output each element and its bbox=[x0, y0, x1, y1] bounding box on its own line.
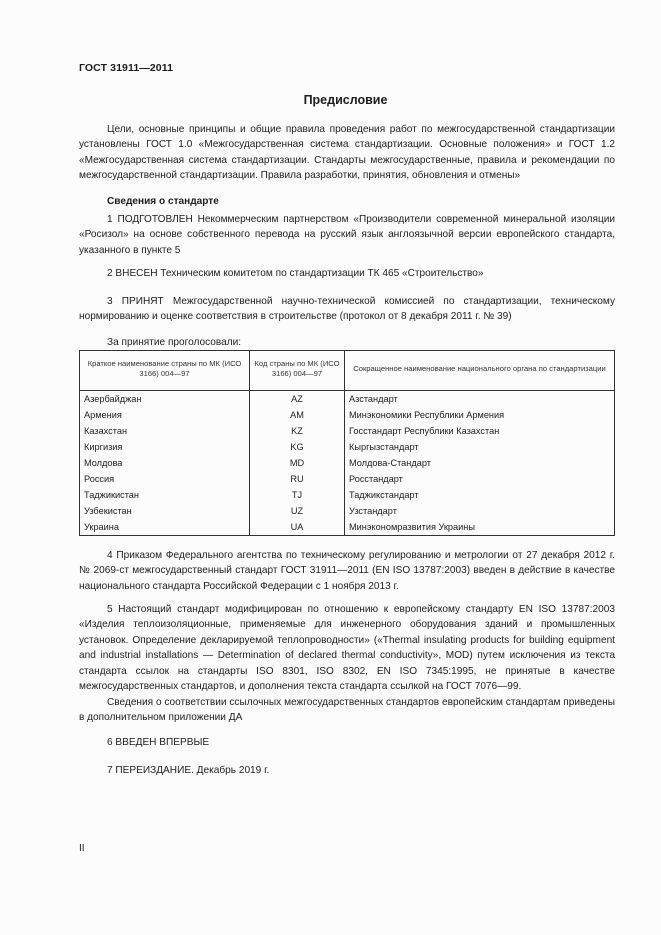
table-row bbox=[80, 423, 615, 439]
table-cell-code: UA bbox=[250, 519, 345, 536]
table-cell-country: Азербайджан bbox=[80, 391, 250, 408]
table-row bbox=[80, 439, 615, 455]
table-cell-body: Кыргызстандарт bbox=[345, 439, 615, 455]
page-number: II bbox=[79, 843, 85, 854]
table-header-body: Сокращенное наименование национального органа по стандартизации bbox=[345, 351, 615, 391]
table-cell-code: KG bbox=[250, 439, 345, 455]
item-3-paragraph bbox=[79, 294, 615, 325]
voting-table bbox=[79, 350, 615, 536]
table-cell-code: AZ bbox=[250, 391, 345, 408]
document-header: ГОСТ 31911—2011 bbox=[79, 62, 174, 74]
table-cell-country: Армения bbox=[80, 407, 250, 423]
table-cell-country: Узбекистан bbox=[80, 503, 250, 519]
page-title: Предисловие bbox=[303, 93, 388, 107]
table-cell-country: Киргизия bbox=[80, 439, 250, 455]
table-cell-country: Украина bbox=[80, 519, 250, 536]
table-row bbox=[80, 391, 615, 408]
vote-label: За принятие проголосовали: bbox=[107, 337, 242, 348]
table-cell-body: Таджикстандарт bbox=[345, 487, 615, 503]
item-4-text: 4 Приказом Федерального агентства по техническому регулированию и метрологии от 27 декабря 2012 г. № 2069-ст межгосударственный стандарт ГОСТ 31911—2011 (EN ISO 13787:2003) введен в действие в качестве национального стандарта Российской Федерации с 1 ноября 2013 г. bbox=[79, 550, 615, 592]
item-5-paragraph bbox=[79, 602, 615, 694]
table-cell-country: Россия bbox=[80, 471, 250, 487]
item-7-paragraph bbox=[79, 763, 615, 778]
item-5b-text: Сведения о соответствии ссылочных межгосударственных стандартов европейским стандартам приведены в дополнительном приложении ДА bbox=[79, 697, 615, 724]
item-3-text: 3 ПРИНЯТ Межгосударственной научно-технической комиссией по стандартизации, техническому нормированию и оценке соответствия в строительстве (протокол от 8 декабря 2011 г. № 39) bbox=[79, 296, 615, 323]
table-cell-code: AM bbox=[250, 407, 345, 423]
table-cell-body: Минэкономразвития Украины bbox=[345, 519, 615, 536]
intro-text: Цели, основные принципы и общие правила проведения работ по межгосударственной стандартизации установлены ГОСТ 1.0 «Межгосударственная система стандартизации. Основные положения» и ГОСТ 1.2 «Межгосударственная система стандартизации. Стандарты межгосударственные, правила и рекомендации по межгосударственной стандартизации. Правила разработки, принятия, обновления и отмены» bbox=[79, 124, 615, 182]
table-cell-body: Госстандарт Республики Казахстан bbox=[345, 423, 615, 439]
table-row bbox=[80, 455, 615, 471]
item-1-text: 1 ПОДГОТОВЛЕН Некоммерческим партнерством «Производители современной минеральной изоляции «Росизол» на основе собственного перевода на русский язык англоязычной версии европейского стандарта, указанного в пункте 5 bbox=[79, 214, 615, 256]
item-1-paragraph bbox=[79, 212, 615, 258]
table-cell-code: MD bbox=[250, 455, 345, 471]
table-cell-country: Казахстан bbox=[80, 423, 250, 439]
item-6-paragraph bbox=[79, 735, 615, 750]
table-cell-country: Молдова bbox=[80, 455, 250, 471]
table-cell-code: UZ bbox=[250, 503, 345, 519]
table-header-code: Код страны по МК (ИСО 3166) 004—97 bbox=[250, 351, 345, 391]
table-cell-code: RU bbox=[250, 471, 345, 487]
table-cell-code: TJ bbox=[250, 487, 345, 503]
table-row bbox=[80, 519, 615, 536]
table-cell-body: Росстандарт bbox=[345, 471, 615, 487]
item-5b-paragraph bbox=[79, 695, 615, 726]
table-cell-body: Минэкономики Республики Армения bbox=[345, 407, 615, 423]
table-cell-body: Азстандарт bbox=[345, 391, 615, 408]
section-heading: Сведения о стандарте bbox=[107, 196, 219, 207]
item-2-text: 2 ВНЕСЕН Техническим комитетом по стандартизации ТК 465 «Строительство» bbox=[107, 268, 484, 279]
table-cell-body: Молдова-Стандарт bbox=[345, 455, 615, 471]
item-2-paragraph bbox=[79, 266, 615, 281]
table-header-row bbox=[80, 351, 615, 391]
table-row bbox=[80, 471, 615, 487]
table-cell-country: Таджикистан bbox=[80, 487, 250, 503]
table-row bbox=[80, 487, 615, 503]
intro-paragraph bbox=[79, 122, 615, 184]
table-row bbox=[80, 503, 615, 519]
table-cell-code: KZ bbox=[250, 423, 345, 439]
item-6-text: 6 ВВЕДЕН ВПЕРВЫЕ bbox=[107, 737, 210, 748]
item-5-text: 5 Настоящий стандарт модифицирован по отношению к европейскому стандарту EN ISO 13787:2003 «Изделия теплоизоляционные, применяемые для инженерного оборудования зданий и промышленных установок. Определение декларируемой теплопроводности» («Thermal insulating products for building equipment and industrial installations — Determination of declared thermal conductivity», MOD) путем исключения из текста стандарта ссылок на стандарты ISO 8301, ISO 8302, EN ISO 7345:1995, не принятые в качестве межгосударственных стандартов, и дополнения текста стандарта ссылкой на ГОСТ 7076—99. bbox=[79, 604, 615, 693]
table-row bbox=[80, 407, 615, 423]
table-header-country: Краткое наименование страны по МК (ИСО 3166) 004—97 bbox=[80, 351, 250, 391]
table-cell-body: Узстандарт bbox=[345, 503, 615, 519]
item-4-paragraph bbox=[79, 548, 615, 594]
item-7-text: 7 ПЕРЕИЗДАНИЕ. Декабрь 2019 г. bbox=[107, 765, 270, 776]
